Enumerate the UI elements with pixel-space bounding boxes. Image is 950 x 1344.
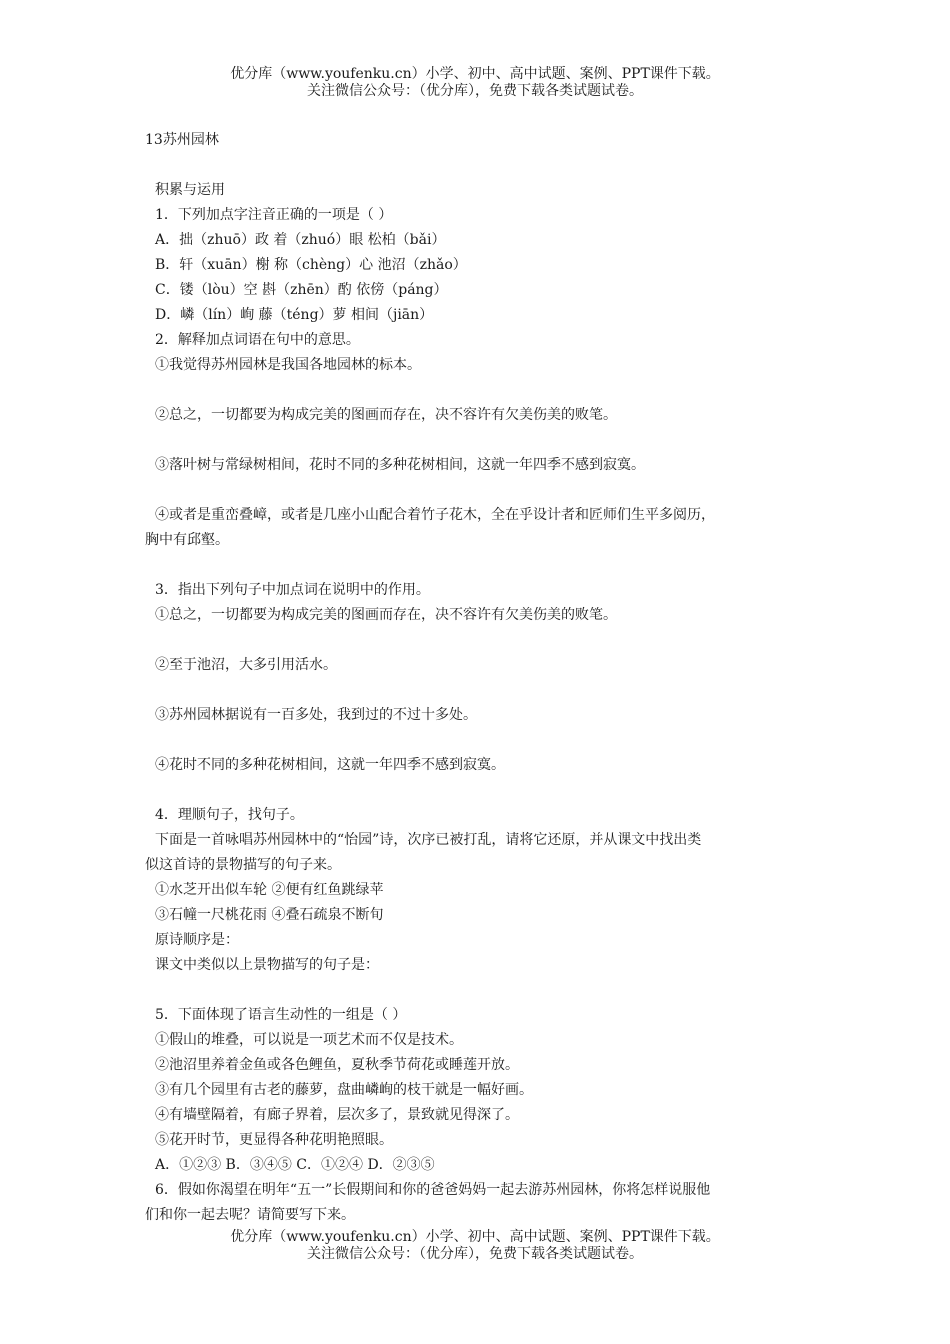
q3-sentence-3: ③苏州园林据说有一百多处，我到过的不过十多处。 — [155, 707, 477, 723]
q4-description-line-1: 下面是一首咏唱苏州园林中的“怡园”诗，次序已被打乱，请将它还原，并从课文中找出类 — [155, 832, 702, 848]
q5-stem: 5．下面体现了语言生动性的一组是（ ） — [155, 1007, 407, 1023]
q3-sentence-2: ②至于池沼，大多引用活水。 — [155, 657, 337, 673]
document-body — [145, 128, 810, 1228]
section-heading: 积累与运用 — [155, 182, 225, 198]
q5-sentence-4: ④有墙壁隔着，有廊子界着，层次多了，景致就见得深了。 — [155, 1107, 519, 1123]
q2-sentence-2: ②总之，一切都要为构成完美的图画而存在，决不容许有欠美伤美的败笔。 — [155, 407, 617, 423]
q2-sentence-4-line-2: 胸中有邱壑。 — [145, 532, 229, 548]
q5-options: A．①②③ B．③④⑤ C．①②④ D．②③⑤ — [155, 1157, 435, 1173]
header-line-2: 关注微信公众号：（优分库），免费下载各类试题试卷。 — [307, 83, 643, 99]
q2-stem: 2．解释加点词语在句中的意思。 — [155, 332, 360, 348]
q2-sentence-4-line-1: ④或者是重峦叠嶂，或者是几座小山配合着竹子花木，全在乎设计者和匠师们生平多阅历， — [155, 507, 715, 523]
q4-stem: 4．理顺句子，找句子。 — [155, 807, 304, 823]
q4-poem-line-1: ①水芝开出似车轮 ②便有红鱼跳绿苹 — [155, 882, 384, 898]
q2-sentence-1: ①我觉得苏州园林是我国各地园林的标本。 — [155, 357, 421, 373]
q1-stem: 1．下列加点字注音正确的一项是（ ） — [155, 207, 393, 223]
q3-sentence-1: ①总之，一切都要为构成完美的图画而存在，决不容许有欠美伤美的败笔。 — [155, 607, 617, 623]
q1-option-c: C．镂（lòu）空 斟（zhēn）酌 依傍（páng） — [155, 282, 448, 298]
footer-line-1: 优分库（www.youfenku.cn）小学、初中、高中试题、案例、PPT课件下载。 — [230, 1229, 720, 1245]
q5-sentence-5: ⑤花开时节，更显得各种花明艳照眼。 — [155, 1132, 393, 1148]
document-title: 13苏州园林 — [145, 132, 219, 148]
q1-option-b: B．轩（xuān）榭 称（chèng）心 池沼（zhǎo） — [155, 257, 467, 273]
q5-sentence-1: ①假山的堆叠，可以说是一项艺术而不仅是技术。 — [155, 1032, 463, 1048]
q2-sentence-3: ③落叶树与常绿树相间，花时不同的多种花树相间，这就一年四季不感到寂寞。 — [155, 457, 645, 473]
q1-option-d: D．嶙（lín）峋 藤（téng）萝 相间（jiān） — [155, 307, 434, 323]
q5-sentence-2: ②池沼里养着金鱼或各色鲤鱼，夏秋季节荷花或睡莲开放。 — [155, 1057, 519, 1073]
q5-sentence-3: ③有几个园里有古老的藤萝，盘曲嶙峋的枝干就是一幅好画。 — [155, 1082, 533, 1098]
q6-stem-line-1: 6．假如你渴望在明年“五一”长假期间和你的爸爸妈妈一起去游苏州园林，你将怎样说服他 — [155, 1182, 711, 1198]
q3-stem: 3．指出下列句子中加点词在说明中的作用。 — [155, 582, 430, 598]
q6-stem-line-2: 们和你一起去呢？请简要写下来。 — [145, 1207, 355, 1223]
header-line-1: 优分库（www.youfenku.cn）小学、初中、高中试题、案例、PPT课件下载。 — [230, 66, 720, 82]
q4-poem-line-2: ③石幢一尺桃花雨 ④叠石疏泉不断旬 — [155, 907, 384, 923]
q4-order-prompt: 原诗顺序是： — [155, 932, 239, 948]
page-footer — [0, 1229, 950, 1263]
page-header — [0, 66, 950, 100]
q1-option-a: A．拙（zhuō）政 着（zhuó）眼 松柏（bǎi） — [155, 232, 446, 248]
footer-line-2: 关注微信公众号：（优分库），免费下载各类试题试卷。 — [307, 1246, 643, 1262]
q4-description-line-2: 似这首诗的景物描写的句子来。 — [145, 857, 341, 873]
q3-sentence-4: ④花时不同的多种花树相间，这就一年四季不感到寂寞。 — [155, 757, 505, 773]
q4-similar-prompt: 课文中类似以上景物描写的句子是： — [155, 957, 379, 973]
